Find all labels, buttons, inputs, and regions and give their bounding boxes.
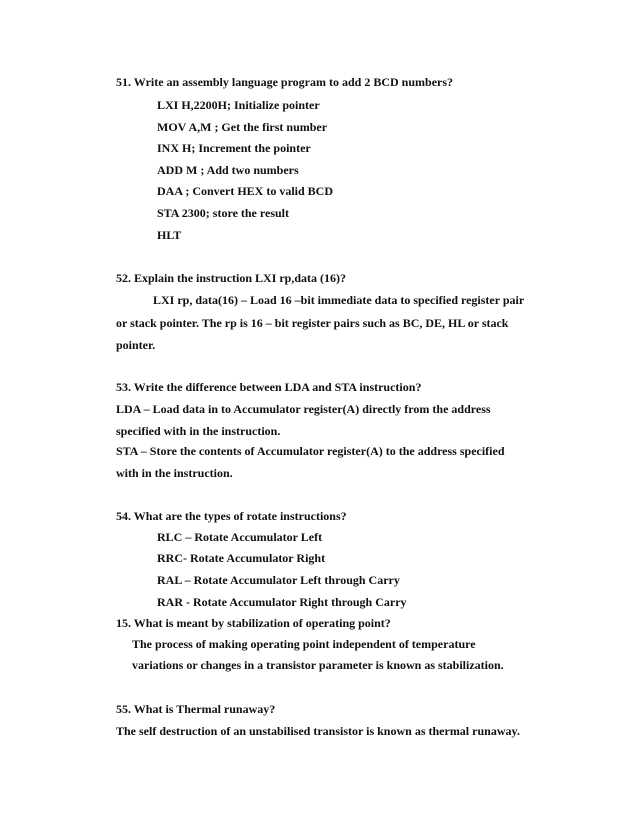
answer-line: pointer. <box>116 338 156 352</box>
list-item: RAR - Rotate Accumulator Right through Carry <box>157 595 407 609</box>
list-item: RRC- Rotate Accumulator Right <box>157 551 326 565</box>
code-line: STA 2300; store the result <box>157 206 289 220</box>
question-54: 54. What are the types of rotate instructions? <box>116 509 347 523</box>
code-line: ADD M ; Add two numbers <box>157 163 299 177</box>
list-item: RLC – Rotate Accumulator Left <box>157 530 323 544</box>
question-55: 55. What is Thermal runaway? <box>116 702 276 716</box>
answer-line: with in the instruction. <box>116 466 233 480</box>
answer-line: variations or changes in a transistor parameter is known as stabilization. <box>132 658 504 672</box>
code-line: DAA ; Convert HEX to valid BCD <box>157 184 333 198</box>
answer-line: The self destruction of an unstabilised transistor is known as thermal runaway. <box>116 724 520 738</box>
question-51: 51. Write an assembly language program to add 2 BCD numbers? <box>116 75 454 89</box>
answer-line: LXI rp, data(16) – Load 16 –bit immediate data to specified register pair <box>153 293 525 307</box>
code-line: LXI H,2200H; Initialize pointer <box>157 98 320 112</box>
list-item: RAL – Rotate Accumulator Left through Carry <box>157 573 400 587</box>
answer-line: specified with in the instruction. <box>116 424 281 438</box>
answer-line: LDA – Load data in to Accumulator register(A) directly from the address <box>116 402 491 416</box>
answer-line: STA – Store the contents of Accumulator register(A) to the address specified <box>116 444 505 458</box>
code-line: INX H; Increment the pointer <box>157 141 311 155</box>
answer-line: The process of making operating point independent of temperature <box>132 637 476 651</box>
question-53: 53. Write the difference between LDA and STA instruction? <box>116 380 422 394</box>
question-52: 52. Explain the instruction LXI rp,data (16)? <box>116 271 347 285</box>
answer-line: or stack pointer. The rp is 16 – bit register pairs such as BC, DE, HL or stack <box>116 316 509 330</box>
question-15: 15. What is meant by stabilization of operating point? <box>116 616 391 630</box>
code-line: MOV A,M ; Get the first number <box>157 120 328 134</box>
code-line: HLT <box>157 228 182 242</box>
